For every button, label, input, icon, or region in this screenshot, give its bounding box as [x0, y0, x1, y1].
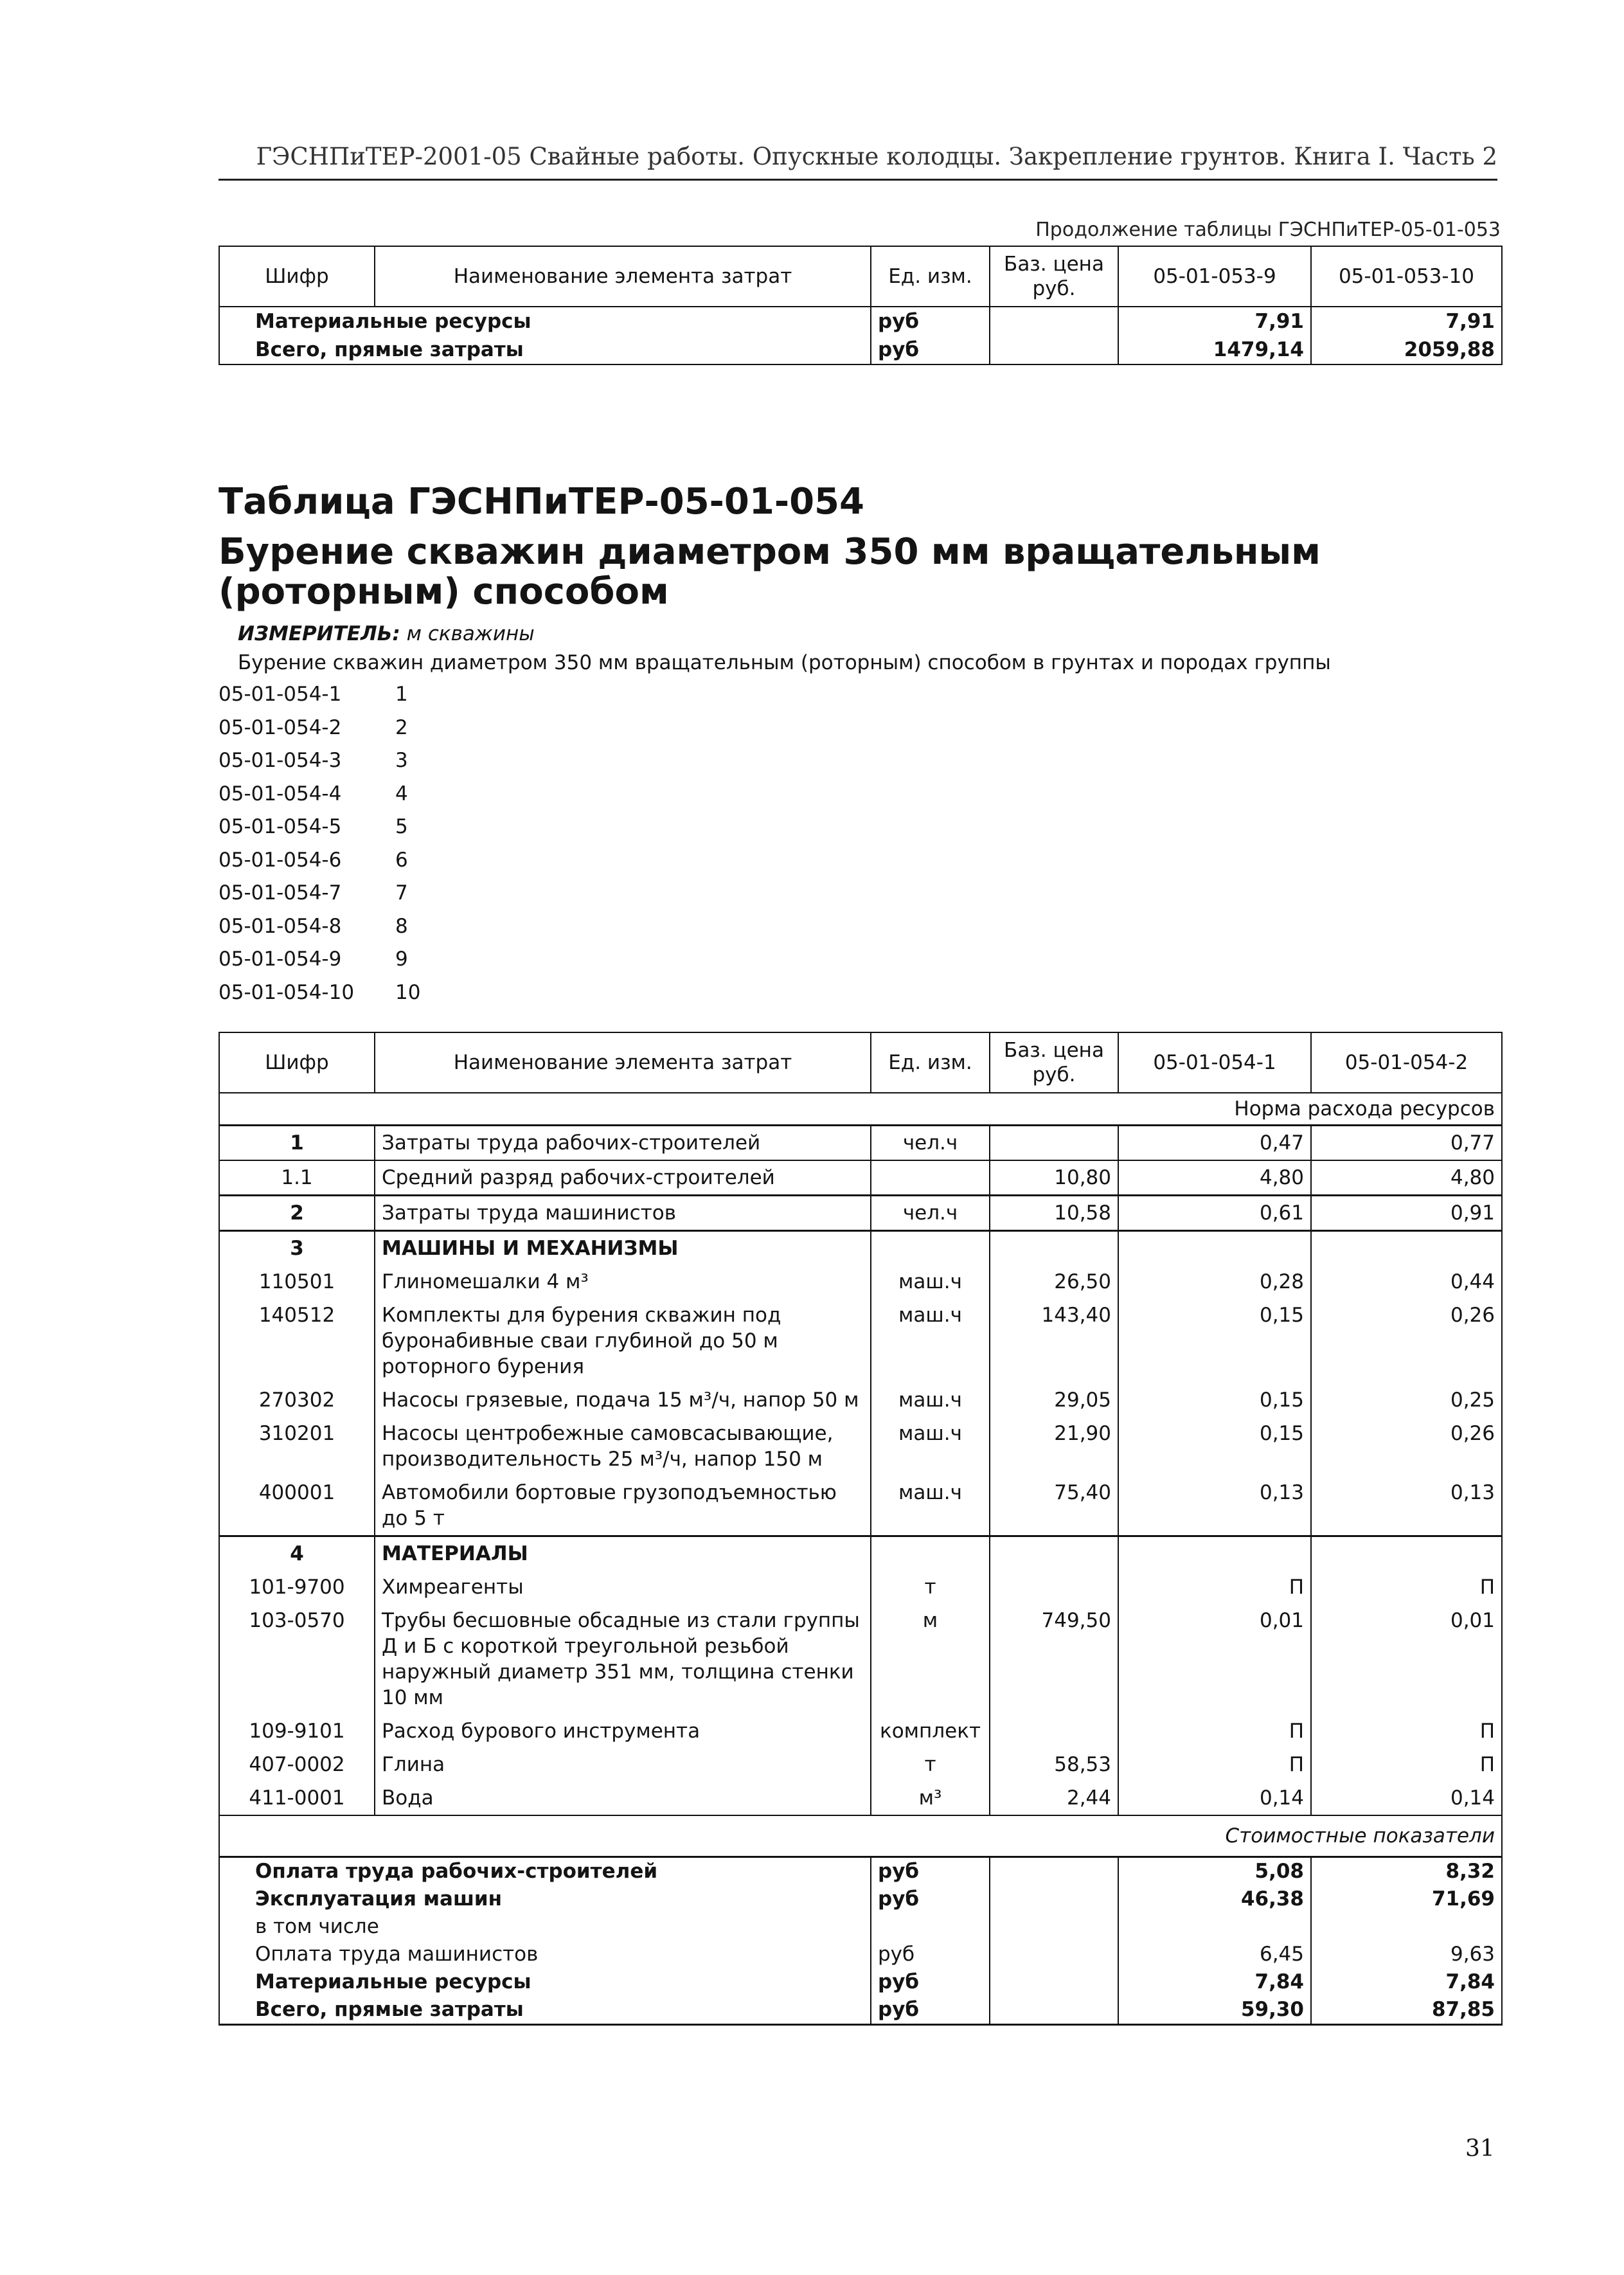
row-v2: П — [1311, 1570, 1502, 1604]
totals-unit: руб — [871, 1968, 990, 1996]
totals-v1: 6,45 — [1118, 1941, 1311, 1968]
row-price: 10,80 — [990, 1160, 1118, 1196]
running-header — [219, 140, 1497, 181]
table-row — [219, 1126, 1502, 1161]
row-name: Расход бурового инструмента — [375, 1714, 871, 1748]
list-item — [219, 782, 420, 816]
totals-v2: 8,32 — [1311, 1857, 1502, 1886]
row-name: Автомобили бортовые грузоподъемностью до 5 т — [375, 1476, 871, 1536]
row-v2: 0,25 — [1311, 1383, 1502, 1417]
row-price: 143,40 — [990, 1299, 1118, 1383]
table-row — [219, 1417, 1502, 1476]
group: 1 — [395, 683, 408, 706]
table-row — [219, 336, 1502, 364]
row-unit: т — [871, 1570, 990, 1604]
code: 05-01-054-6 — [219, 848, 342, 872]
group: 7 — [395, 881, 408, 904]
meter-line — [238, 622, 535, 645]
table-row — [219, 1781, 1502, 1815]
row-price — [990, 307, 1118, 336]
totals-name: Эксплуатация машин — [219, 1885, 871, 1913]
row-name: Комплекты для бурения скважин под буронабивные сваи глубиной до 50 м роторного бурения — [375, 1299, 871, 1383]
row-code: 2 — [219, 1196, 375, 1231]
code: 05-01-054-7 — [219, 881, 342, 904]
code-list — [219, 683, 420, 1014]
row-code: 411-0001 — [219, 1781, 375, 1815]
col-header-v1: 05-01-053-9 — [1118, 246, 1311, 307]
row-price: 2,44 — [990, 1781, 1118, 1815]
col-header-v2: 05-01-053-10 — [1311, 246, 1502, 307]
table-title: Таблица ГЭСНПиТЕР-05-01-054 — [219, 481, 864, 523]
totals-unit: руб — [871, 1941, 990, 1968]
row-price: 10,58 — [990, 1196, 1118, 1231]
row-code: 103-0570 — [219, 1604, 375, 1714]
totals-name: в том числе — [219, 1913, 871, 1941]
totals-row — [219, 1857, 1502, 1886]
row-unit: маш.ч — [871, 1417, 990, 1476]
col-header-price: Баз. цена руб. — [990, 1032, 1118, 1093]
row-name: Материальные ресурсы — [219, 307, 871, 336]
row-name: Всего, прямые затраты — [219, 336, 871, 364]
group: 2 — [395, 715, 408, 739]
row-code: 3 — [219, 1231, 375, 1266]
row-v1: 0,47 — [1118, 1126, 1311, 1161]
cost-caption-row — [219, 1815, 1502, 1857]
col-header-v2: 05-01-054-2 — [1311, 1032, 1502, 1093]
row-unit: маш.ч — [871, 1299, 990, 1383]
totals-row — [219, 1941, 1502, 1968]
totals-v2: 87,85 — [1311, 1996, 1502, 2025]
group: 4 — [395, 782, 408, 805]
totals-v1 — [1118, 1913, 1311, 1941]
code: 05-01-054-2 — [219, 715, 342, 739]
row-v1: 0,28 — [1118, 1265, 1311, 1299]
totals-v2: 9,63 — [1311, 1941, 1502, 1968]
col-header-name: Наименование элемента затрат — [375, 1032, 871, 1093]
totals-name: Всего, прямые затраты — [219, 1996, 871, 2025]
row-unit: руб — [871, 307, 990, 336]
list-item — [219, 881, 420, 915]
meter-label: ИЗМЕРИТЕЛЬ: — [238, 622, 400, 645]
totals-v1: 46,38 — [1118, 1885, 1311, 1913]
row-price — [990, 1536, 1118, 1571]
cost-caption: Стоимостные показатели — [219, 1815, 1502, 1857]
code: 05-01-054-8 — [219, 914, 342, 938]
row-v2: П — [1311, 1714, 1502, 1748]
row-name: Глина — [375, 1748, 871, 1781]
row-name: Трубы бесшовные обсадные из стали группы Д и Б с короткой треугольной резьбой наружный диаметр 351 мм, толщина стенки 10 мм — [375, 1604, 871, 1714]
totals-row — [219, 1996, 1502, 2025]
row-unit — [871, 1160, 990, 1196]
row-v2: 0,44 — [1311, 1265, 1502, 1299]
row-name: Глиномешалки 4 м³ — [375, 1265, 871, 1299]
row-v1: 0,01 — [1118, 1604, 1311, 1714]
table-row — [219, 1383, 1502, 1417]
row-code: 270302 — [219, 1383, 375, 1417]
code: 05-01-054-9 — [219, 948, 342, 971]
row-v2: 4,80 — [1311, 1160, 1502, 1196]
table-row — [219, 1604, 1502, 1714]
row-unit: чел.ч — [871, 1126, 990, 1161]
row-code: 310201 — [219, 1417, 375, 1476]
row-v1: 7,91 — [1118, 307, 1311, 336]
row-price — [990, 1570, 1118, 1604]
running-header-text: ГЭСНПиТЕР-2001-05 Свайные работы. Опускные колодцы. Закрепление грунтов. Книга I. Часть 2 — [256, 143, 1497, 170]
totals-price — [990, 1885, 1118, 1913]
row-v1: 0,13 — [1118, 1476, 1311, 1536]
group: 5 — [395, 815, 408, 838]
row-code: 110501 — [219, 1265, 375, 1299]
row-name: Средний разряд рабочих-строителей — [375, 1160, 871, 1196]
row-v2: П — [1311, 1748, 1502, 1781]
row-price — [990, 336, 1118, 364]
row-unit: т — [871, 1748, 990, 1781]
meter-value: м скважины — [406, 622, 535, 645]
row-price: 29,05 — [990, 1383, 1118, 1417]
row-v2: 0,13 — [1311, 1476, 1502, 1536]
code: 05-01-054-10 — [219, 980, 355, 1004]
col-header-name: Наименование элемента затрат — [375, 246, 871, 307]
table-row — [219, 1231, 1502, 1266]
totals-unit: руб — [871, 1996, 990, 2025]
table-row — [219, 1536, 1502, 1571]
row-name: МАШИНЫ И МЕХАНИЗМЫ — [375, 1231, 871, 1266]
col-header-v1: 05-01-054-1 — [1118, 1032, 1311, 1093]
totals-v2: 71,69 — [1311, 1885, 1502, 1913]
totals-price — [990, 1941, 1118, 1968]
table-row — [219, 1714, 1502, 1748]
row-price — [990, 1231, 1118, 1266]
row-name: МАТЕРИАЛЫ — [375, 1536, 871, 1571]
totals-unit — [871, 1913, 990, 1941]
totals-v2 — [1311, 1913, 1502, 1941]
row-name: Химреагенты — [375, 1570, 871, 1604]
table-row — [219, 1476, 1502, 1536]
row-v2: 0,01 — [1311, 1604, 1502, 1714]
group: 9 — [395, 948, 408, 971]
list-item — [219, 981, 420, 1014]
table-row — [219, 307, 1502, 336]
row-v2: 0,91 — [1311, 1196, 1502, 1231]
list-item — [219, 749, 420, 782]
code: 05-01-054-4 — [219, 782, 342, 805]
table-header-row — [219, 1032, 1502, 1093]
norm-caption: Норма расхода ресурсов — [219, 1093, 1502, 1126]
totals-name: Оплата труда машинистов — [219, 1941, 871, 1968]
code: 05-01-054-5 — [219, 815, 342, 838]
row-v1: 4,80 — [1118, 1160, 1311, 1196]
row-unit — [871, 1231, 990, 1266]
totals-v1: 59,30 — [1118, 1996, 1311, 2025]
row-v2: 0,26 — [1311, 1417, 1502, 1476]
row-unit: руб — [871, 336, 990, 364]
row-v2: 2059,88 — [1311, 336, 1502, 364]
totals-price — [990, 1996, 1118, 2025]
norm-caption-row — [219, 1093, 1502, 1126]
col-header-unit: Ед. изм. — [871, 1032, 990, 1093]
row-name: Затраты труда машинистов — [375, 1196, 871, 1231]
row-v2 — [1311, 1536, 1502, 1571]
table-row — [219, 1570, 1502, 1604]
row-v1: 0,15 — [1118, 1383, 1311, 1417]
row-unit: маш.ч — [871, 1383, 990, 1417]
row-v2 — [1311, 1231, 1502, 1266]
group: 8 — [395, 914, 408, 938]
totals-price — [990, 1857, 1118, 1886]
row-v1: 0,15 — [1118, 1417, 1311, 1476]
row-unit: чел.ч — [871, 1196, 990, 1231]
row-v1: П — [1118, 1748, 1311, 1781]
list-item — [219, 683, 420, 716]
totals-unit: руб — [871, 1857, 990, 1886]
table-row — [219, 1196, 1502, 1231]
row-v2: 0,77 — [1311, 1126, 1502, 1161]
row-name: Насосы центробежные самовсасывающие, производительность 25 м³/ч, напор 150 м — [375, 1417, 871, 1476]
list-item — [219, 815, 420, 849]
row-v2: 0,26 — [1311, 1299, 1502, 1383]
row-code: 4 — [219, 1536, 375, 1571]
page-number: 31 — [1465, 2136, 1495, 2162]
row-code: 101-9700 — [219, 1570, 375, 1604]
row-v2: 7,91 — [1311, 307, 1502, 336]
list-item — [219, 716, 420, 750]
row-unit: м³ — [871, 1781, 990, 1815]
list-item — [219, 915, 420, 948]
row-unit: комплект — [871, 1714, 990, 1748]
totals-price — [990, 1968, 1118, 1996]
row-price: 21,90 — [990, 1417, 1118, 1476]
table-row — [219, 1265, 1502, 1299]
table-054 — [219, 1032, 1503, 2026]
row-v1: 0,61 — [1118, 1196, 1311, 1231]
row-unit: маш.ч — [871, 1476, 990, 1536]
col-header-code: Шифр — [219, 1032, 375, 1093]
table-row — [219, 1299, 1502, 1383]
totals-row — [219, 1968, 1502, 1996]
totals-row — [219, 1885, 1502, 1913]
row-code: 1 — [219, 1126, 375, 1161]
totals-unit: руб — [871, 1885, 990, 1913]
section-title: Бурение скважин диаметром 350 мм вращательным (роторным) способом — [219, 531, 1321, 613]
continuation-caption: Продолжение таблицы ГЭСНПиТЕР-05-01-053 — [1035, 219, 1501, 241]
row-price: 26,50 — [990, 1265, 1118, 1299]
group: 6 — [395, 848, 408, 872]
row-v1 — [1118, 1536, 1311, 1571]
totals-v1: 5,08 — [1118, 1857, 1311, 1886]
description: Бурение скважин диаметром 350 мм вращательным (роторным) способом в грунтах и породах группы — [238, 651, 1331, 674]
table-053-continuation — [219, 246, 1503, 365]
row-price — [990, 1714, 1118, 1748]
code: 05-01-054-3 — [219, 749, 342, 772]
row-v2: 0,14 — [1311, 1781, 1502, 1815]
row-price — [990, 1126, 1118, 1161]
row-name: Затраты труда рабочих-строителей — [375, 1126, 871, 1161]
col-header-unit: Ед. изм. — [871, 246, 990, 307]
table-row — [219, 1160, 1502, 1196]
col-header-price: Баз. цена руб. — [990, 246, 1118, 307]
row-unit: маш.ч — [871, 1265, 990, 1299]
row-price: 75,40 — [990, 1476, 1118, 1536]
group: 10 — [395, 980, 421, 1004]
totals-row — [219, 1913, 1502, 1941]
row-code: 140512 — [219, 1299, 375, 1383]
row-code: 109-9101 — [219, 1714, 375, 1748]
totals-price — [990, 1913, 1118, 1941]
row-v1 — [1118, 1231, 1311, 1266]
totals-name: Материальные ресурсы — [219, 1968, 871, 1996]
row-v1: П — [1118, 1714, 1311, 1748]
row-v1: П — [1118, 1570, 1311, 1604]
row-unit: м — [871, 1604, 990, 1714]
row-name: Насосы грязевые, подача 15 м³/ч, напор 50 м — [375, 1383, 871, 1417]
row-name: Вода — [375, 1781, 871, 1815]
table-header-row — [219, 246, 1502, 307]
totals-v1: 7,84 — [1118, 1968, 1311, 1996]
row-price: 749,50 — [990, 1604, 1118, 1714]
row-unit — [871, 1536, 990, 1571]
row-code: 400001 — [219, 1476, 375, 1536]
row-v1: 0,15 — [1118, 1299, 1311, 1383]
group: 3 — [395, 749, 408, 772]
totals-v2: 7,84 — [1311, 1968, 1502, 1996]
table-row — [219, 1748, 1502, 1781]
row-price: 58,53 — [990, 1748, 1118, 1781]
code: 05-01-054-1 — [219, 683, 342, 706]
totals-name: Оплата труда рабочих-строителей — [219, 1857, 871, 1886]
col-header-code: Шифр — [219, 246, 375, 307]
list-item — [219, 849, 420, 882]
row-code: 1.1 — [219, 1160, 375, 1196]
list-item — [219, 948, 420, 981]
row-v1: 0,14 — [1118, 1781, 1311, 1815]
row-code: 407-0002 — [219, 1748, 375, 1781]
row-v1: 1479,14 — [1118, 336, 1311, 364]
